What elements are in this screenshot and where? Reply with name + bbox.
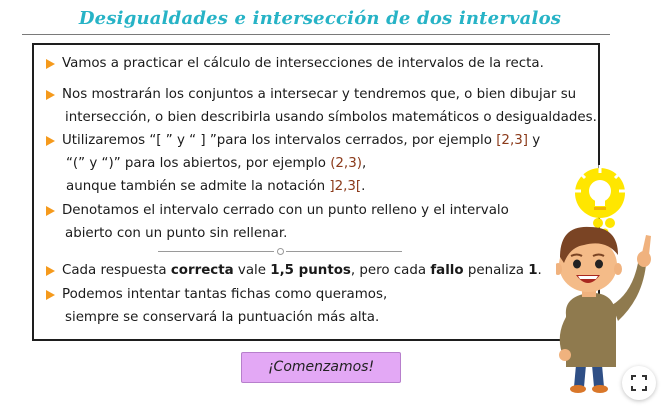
page-title: Desigualdades e intersección de dos intervalos xyxy=(78,8,562,29)
item-text: Nos mostrarán los conjuntos a intersecar y tendremos que, o bien dibujar su xyxy=(62,87,577,102)
alt-notation-example: ]2,3[ xyxy=(329,179,362,194)
bullet-triangle-icon xyxy=(46,136,55,146)
mascot-boy xyxy=(556,165,670,395)
start-button[interactable]: ¡Comenzamos! xyxy=(241,352,401,383)
section-divider xyxy=(158,247,402,257)
title-divider xyxy=(22,34,610,35)
item-text: Vamos a practicar el cálculo de intersecciones de intervalos de la recta. xyxy=(62,56,544,71)
item-text-line: aunque también se admite la notación ]2,3[. xyxy=(66,179,366,194)
closed-interval-example: [2,3] xyxy=(496,133,528,148)
item-text: siempre se conservará la puntuación más alta. xyxy=(65,310,380,325)
scoring-text: Cada respuesta correcta vale 1,5 puntos, pero cada fallo penaliza 1. xyxy=(62,263,542,278)
fullscreen-button[interactable] xyxy=(622,366,656,400)
open-interval-example: (2,3) xyxy=(330,156,362,171)
bullet-triangle-icon xyxy=(46,59,55,69)
fullscreen-icon xyxy=(622,366,656,400)
item-text: intersección, o bien describirla usando símbolos matemáticos o desigualdades. xyxy=(65,110,597,125)
item-text: Podemos intentar tantas fichas como queramos, xyxy=(62,287,388,302)
instructions-card xyxy=(32,43,600,341)
item-text-line: “(” y “)” para los abiertos, por ejemplo (2,3), xyxy=(66,156,367,171)
bullet-triangle-icon xyxy=(46,206,55,216)
lightbulb-icon xyxy=(574,165,626,236)
item-text: Denotamos el intervalo cerrado con un punto relleno y el intervalo xyxy=(62,203,509,218)
bullet-triangle-icon xyxy=(46,266,55,276)
bullet-triangle-icon xyxy=(46,90,55,100)
item-text: abierto con un punto sin rellenar. xyxy=(65,226,288,241)
bullet-triangle-icon xyxy=(46,290,55,300)
item-text-line: Utilizaremos “[ ” y “ ] ”para los intervalos cerrados, por ejemplo [2,3] y xyxy=(62,133,541,148)
